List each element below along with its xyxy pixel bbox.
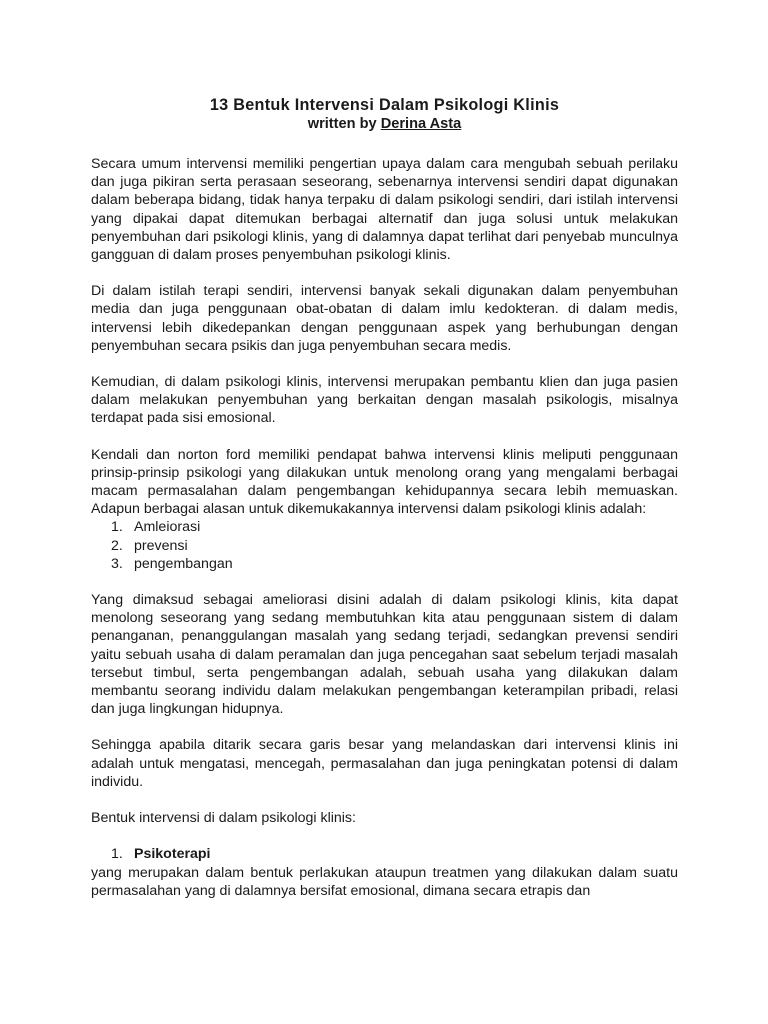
document-page — [91, 95, 678, 900]
byline — [91, 115, 678, 134]
byline-prefix: written by — [307, 116, 381, 132]
list-item: 2. prevensi — [111, 537, 188, 554]
document-title: 13 Bentuk Intervensi Dalam Psikologi Klinis — [209, 96, 560, 114]
list-item: 1. Amleiorasi — [111, 519, 201, 536]
paragraph-bentuk-intro: Bentuk intervensi di dalam psikologi klinis: — [91, 810, 356, 827]
paragraph-ameliorasi: Yang dimaksud sebagai ameliorasi disini adalah di dalam psikologi klinis, kita dapat menolong seseorang yang sedang membutuhkan kita atau penggunaan sistem di dalam penanganan, penanggulangan masalah yang sedang terjadi, sedangkan prevensi sendiri yaitu sebuah usaha di dalam peramalan dan juga pencegahan saat sebelum terjadi masalah tersebut timbul, serta pengembangan adalah, sebuah usaha yang dilakukan dalam membantu seorang individu dalam melakukan pengembangan keterampilan pribadi, relasi dan juga lingkungan hidupnya. — [91, 592, 678, 718]
paragraph-psikologi-klinis: Kemudian, di dalam psikologi klinis, intervensi merupakan pembantu klien dan juga pasien dalam melakukan penyembuhan yang berkaitan dengan masalah psikologis, misalnya terdapat pada sisi emosional. — [91, 374, 678, 427]
reasons-list — [91, 518, 678, 573]
list-item: 3. pengembangan — [111, 555, 233, 572]
paragraph-terapi: Di dalam istilah terapi sendiri, intervensi banyak sekali digunakan dalam penyembuhan media dan juga penggunaan obat-obatan di dalam imlu kedokteran. di dalam medis, intervensi lebih dikedepankan dengan penggunaan aspek yang berhubungan dengan penyembuhan secara psikis dan juga penyembuhan secara medis. — [91, 283, 678, 354]
author-link[interactable]: Derina Asta — [380, 116, 462, 132]
paragraph-kendali: Kendali dan norton ford memiliki pendapat bahwa intervensi klinis meliputi penggunaan prinsip-prinsip psikologi yang dilakukan untuk menolong orang yang mengalami berbagai macam permasalahan dalam pengembangan kehidupannya secara lebih memuaskan. Adapun berbagai alasan untuk dikemukakannya intervensi dalam psikologi klinis adalah: — [91, 446, 678, 518]
paragraph-psikoterapi: yang merupakan dalam bentuk perlakukan ataupun treatmen yang dilakukan dalam suatu permasalahan yang di dalamnya bersifat emosional, dimana secara etrapis dan — [91, 864, 678, 899]
paragraph-sehingga: Sehingga apabila ditarik secara garis besar yang melandaskan dari intervensi klinis ini adalah untuk mengatasi, mencegah, permasalahan dan juga peningkatan potensi di dalam individu. — [91, 737, 678, 790]
paragraph-intro: Secara umum intervensi memiliki pengertian upaya dalam cara mengubah sebuah perilaku dan juga pikiran serta perasaan seseorang, sebenarnya intervensi sendiri dapat digunakan dalam beberapa bidang, tidak hanya terpaku di dalam psikologi sendiri, dari istilah intervensi yang dipakai dapat ditemukan berbagai alternatif dan juga solusi untuk melakukan penyembuhan dari psikologi klinis, yang di dalamnya dapat terlihat dari penyebab munculnya gangguan di dalam proses penyembuhan psikologi klinis. — [91, 156, 678, 264]
section-heading-psikoterapi: 1. Psikoterapi — [111, 846, 211, 863]
